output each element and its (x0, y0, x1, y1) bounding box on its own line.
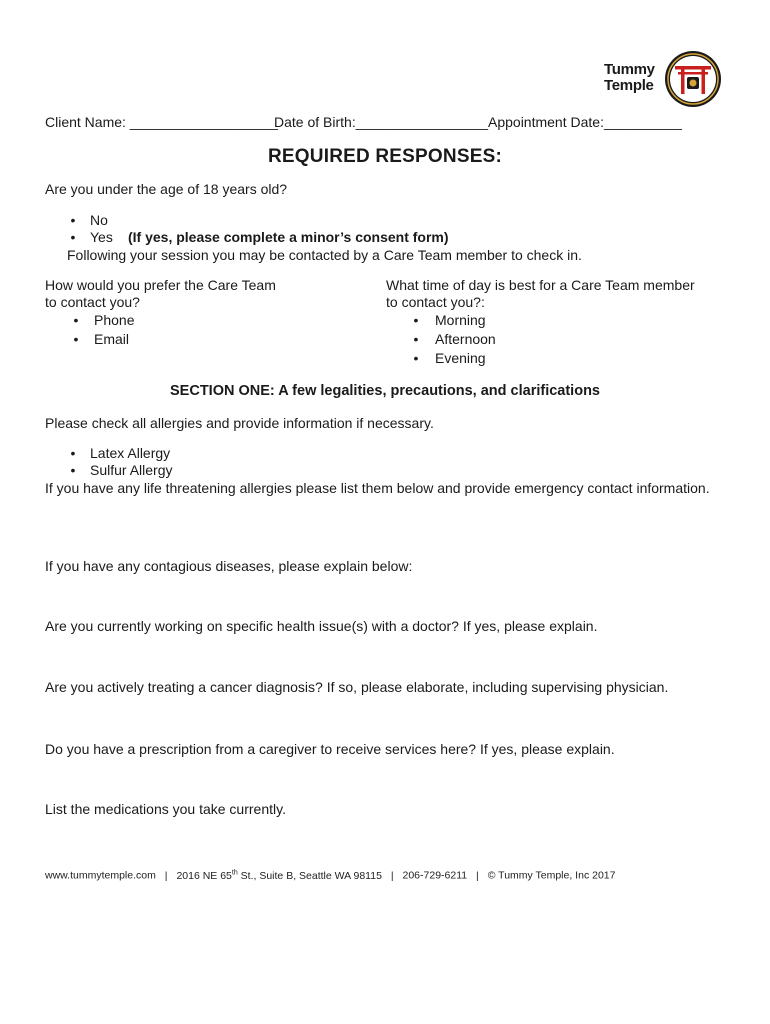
bullet-icon: • (70, 212, 76, 228)
footer (45, 869, 615, 882)
contact-method-question-line-1: How would you prefer the Care Team (45, 277, 276, 293)
health-issue-prompt: Are you currently working on specific health issue(s) with a doctor? If yes, please explain. (45, 618, 598, 634)
client-name-field[interactable]: Client Name: ___________________ (45, 114, 278, 130)
option-label: Email (94, 331, 130, 347)
appointment-date-field[interactable]: Appointment Date:__________ (488, 114, 682, 130)
option-label: No (90, 212, 108, 228)
footer-address-street: 2016 NE 65 (176, 869, 232, 882)
bullet-icon: • (73, 331, 79, 347)
cancer-diagnosis-prompt: Are you actively treating a cancer diagnosis? If so, please elaborate, including supervising physician. (45, 679, 669, 695)
logo-line-2: Temple (604, 77, 654, 94)
footer-separator: | (390, 869, 394, 882)
bullet-icon: • (70, 445, 76, 461)
contact-time-question-line-1: What time of day is best for a Care Team member (386, 277, 695, 293)
medications-prompt: List the medications you take currently. (45, 801, 286, 817)
option-label: Latex Allergy (90, 445, 171, 461)
prescription-prompt: Do you have a prescription from a caregiver to receive services here? If yes, please explain. (45, 741, 615, 757)
temple-gate-emblem-icon (664, 50, 722, 108)
followup-notice: Following your session you may be contacted by a Care Team member to check in. (67, 247, 582, 263)
age-question: Are you under the age of 18 years old? (45, 181, 288, 197)
option-label: Sulfur Allergy (90, 462, 173, 478)
minor-consent-note: (If yes, please complete a minor’s consent form) (128, 229, 449, 245)
logo-line-1: Tummy (604, 61, 655, 78)
contagious-diseases-prompt: If you have any contagious diseases, please explain below: (45, 558, 413, 574)
footer-address-ordinal: th (231, 869, 238, 876)
date-of-birth-field[interactable]: Date of Birth:_________________ (274, 114, 489, 130)
allergy-prompt: Please check all allergies and provide information if necessary. (45, 415, 434, 431)
footer-copyright: © Tummy Temple, Inc 2017 (487, 869, 616, 882)
option-label: Yes (90, 229, 113, 245)
bullet-icon: • (70, 229, 76, 245)
required-responses-heading: REQUIRED RESPONSES: (268, 146, 502, 167)
life-threatening-allergies-prompt: If you have any life threatening allergies please list them below and provide emergency contact information. (45, 480, 710, 496)
footer-phone: 206-729-6211 (402, 869, 468, 882)
footer-address (176, 870, 381, 882)
footer-separator: | (164, 869, 168, 882)
option-label: Evening (435, 350, 486, 366)
tummy-temple-logo (604, 50, 722, 110)
footer-website-link[interactable]: www.tummytemple.com (45, 869, 156, 882)
option-label: Morning (435, 312, 486, 328)
contact-method-question-line-2: to contact you? (45, 294, 140, 310)
footer-separator: | (476, 869, 479, 882)
bullet-icon: • (70, 462, 76, 478)
contact-time-question-line-2: to contact you?: (386, 294, 485, 310)
section-one-heading: SECTION ONE: A few legalities, precautions, and clarifications (170, 383, 600, 399)
option-label: Afternoon (435, 331, 496, 347)
option-label: Phone (94, 312, 135, 328)
footer-address-rest: St., Suite B, Seattle WA 98115 (237, 869, 382, 882)
bullet-icon: • (413, 312, 419, 328)
bullet-icon: • (413, 350, 419, 366)
bullet-icon: • (413, 331, 419, 347)
bullet-icon: • (73, 312, 79, 328)
